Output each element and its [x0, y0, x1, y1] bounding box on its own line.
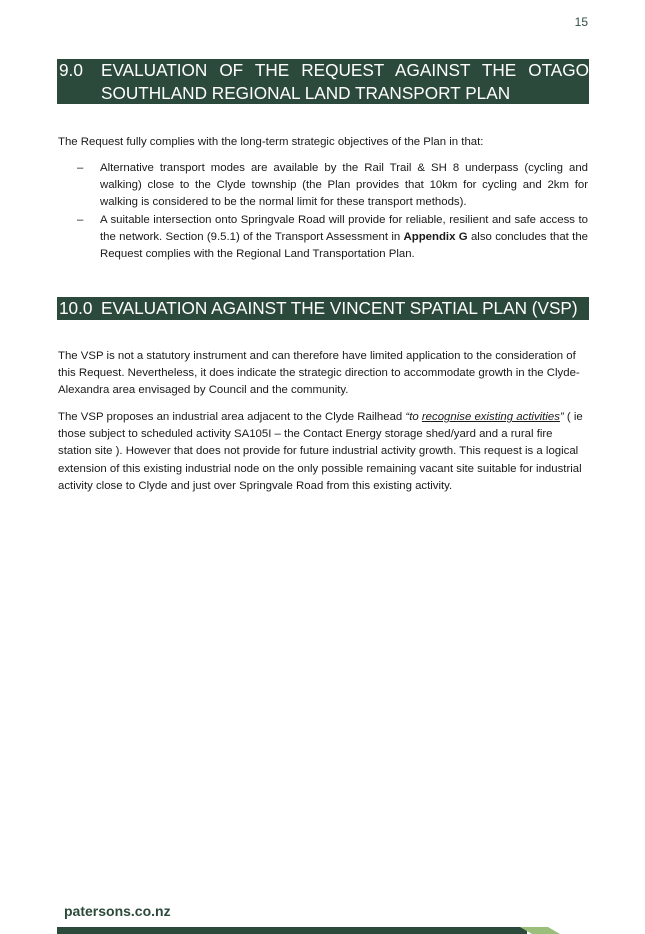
list-item: [58, 160, 588, 212]
footer-logo: patersons.co.nz: [64, 903, 171, 919]
section-9-heading: [57, 59, 589, 104]
section-9-intro: The Request fully complies with the long-term strategic objectives of the Plan in that:: [58, 136, 484, 148]
vsp-quote-underlined: recognise existing activities: [421, 411, 560, 423]
vsp-quote: “to recognise existing activities”: [405, 411, 564, 423]
section-10-paragraph-2: [58, 409, 588, 495]
section-9-bullet-list: [58, 160, 588, 263]
section-10-number: 10.0: [59, 298, 93, 318]
list-item: [58, 212, 588, 264]
bullet-text-before: A suitable intersection onto Springvale Road will provide for reliable, resilient and safe access to the network. Section (9.5.1) of the Transport Assessment in: [100, 213, 588, 243]
para2-text-before: The VSP proposes an industrial area adjacent to the Clyde Railhead: [58, 411, 406, 423]
footer-bar: [57, 927, 527, 934]
appendix-reference: Appendix G: [403, 230, 468, 243]
section-10-paragraph-1: The VSP is not a statutory instrument and can therefore have limited application to the consideration of this Request. Nevertheless, it does indicate the strategic direction to accommodate growth in the Clyde- Alexandra area envisaged by Council and the community.: [58, 350, 580, 397]
bullet-text: Alternative transport modes are available by the Rail Trail & SH 8 underpass (cycling and walking) close to the Clyde township (the Plan provides that 10km for cycling and 2km for walking is considered to be the normal limit for these transport methods).: [100, 162, 588, 209]
section-10-title: EVALUATION AGAINST THE VINCENT SPATIAL PLAN (VSP): [101, 298, 578, 318]
page-number: 15: [574, 15, 588, 29]
para2-text-after: ( ie those subject to scheduled activity SA105I – the Contact Energy storage shed/yard and a rural fire station site ). However that does not provide for future industrial activity growth. This request is a logical extension of this existing industrial node on the only possible remaining vacant site suitable for industrial activity close to Clyde and just over Springvale Road from this existing activity.: [58, 411, 583, 492]
bullet-text-after: also concludes that the Request complies with the Regional Land Transportation Plan.: [100, 230, 588, 261]
section-9-number: 9.0: [59, 60, 83, 80]
section-9-title-line2: SOUTHLAND REGIONAL LAND TRANSPORT PLAN: [101, 82, 511, 103]
bullet-dash: –: [77, 162, 84, 174]
bullet-dash: –: [77, 213, 84, 226]
section-9-title-line1: EVALUATION OF THE REQUEST AGAINST THE OTAGO: [101, 60, 589, 80]
section-10-heading: [57, 297, 589, 320]
